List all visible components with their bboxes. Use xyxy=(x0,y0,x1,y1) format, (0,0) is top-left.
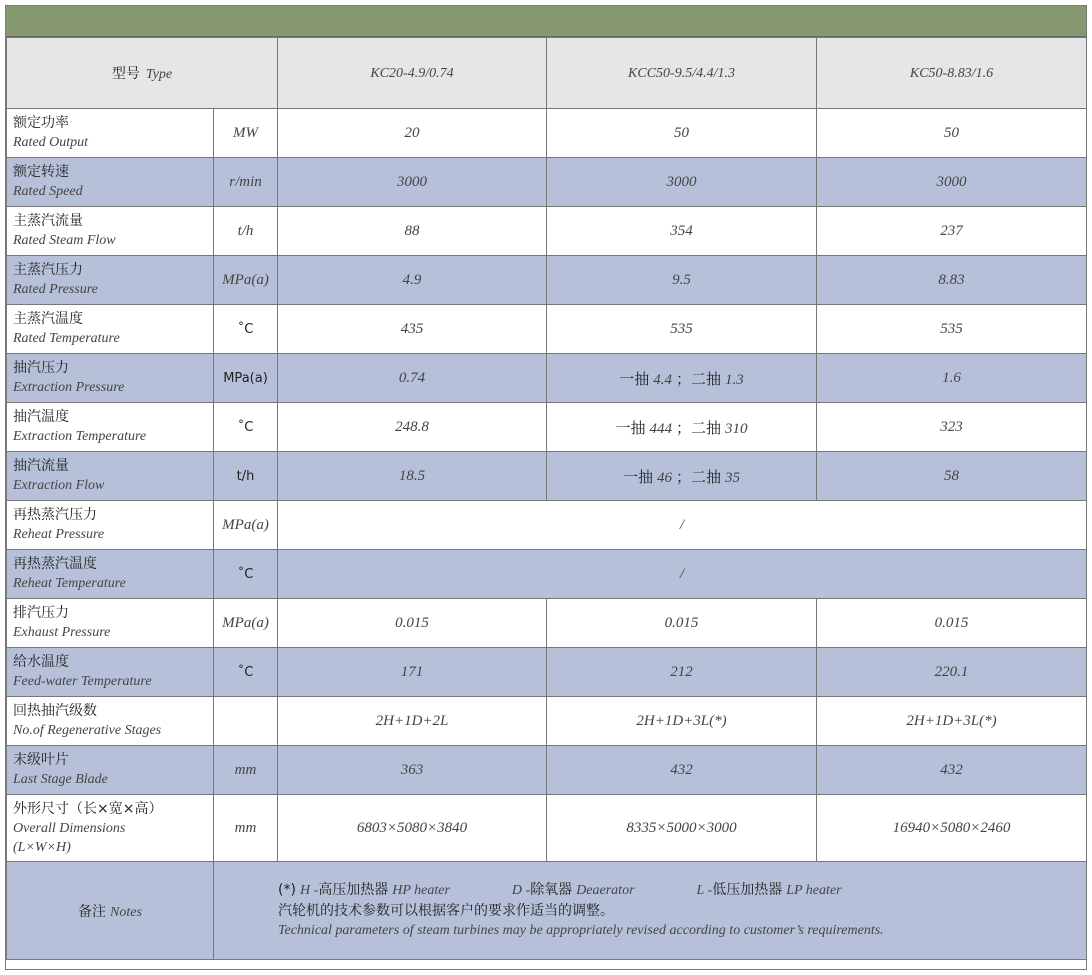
value-cell xyxy=(817,354,1087,403)
notes-h-zh: 高压加热器 xyxy=(318,882,389,898)
value: 535 xyxy=(940,321,963,337)
value-cell xyxy=(547,158,817,207)
model-name: KC20-4.9/0.74 xyxy=(370,66,454,81)
param-en: Overall Dimensions xyxy=(13,820,126,836)
unit-cell xyxy=(214,599,278,648)
value-cell xyxy=(278,795,547,862)
notes-d-code: D - xyxy=(511,883,531,898)
param-zh: 末级叶片 xyxy=(13,752,69,768)
value: 2H+1D+3L(*) xyxy=(906,713,997,729)
value-cell xyxy=(817,795,1087,862)
param-zh: 再热蒸汽压力 xyxy=(13,507,97,523)
row-last-stage-blade xyxy=(7,746,1087,795)
value: 535 xyxy=(670,321,693,337)
param-cell xyxy=(7,207,214,256)
unit: MPa(a) xyxy=(223,371,268,386)
unit-cell xyxy=(214,158,278,207)
unit: MPa(a) xyxy=(222,517,269,533)
value-cell xyxy=(547,697,817,746)
value-cell xyxy=(278,256,547,305)
value: 363 xyxy=(400,762,424,778)
notes-l-code: L - xyxy=(696,883,713,898)
param-en: Rated Pressure xyxy=(13,282,98,297)
param-zh: 抽汽压力 xyxy=(13,360,69,376)
value-cell xyxy=(278,697,547,746)
param-cell xyxy=(7,109,214,158)
unit-cell xyxy=(214,795,278,862)
notes-label-zh: 备注 xyxy=(78,903,107,920)
param-cell xyxy=(7,158,214,207)
unit: r/min xyxy=(229,174,262,190)
value: 237 xyxy=(940,223,963,239)
notes-body xyxy=(214,862,1087,960)
param-en: Extraction Flow xyxy=(13,478,105,493)
unit: t/h xyxy=(237,223,254,239)
value: 3000 xyxy=(666,174,697,190)
value-cell xyxy=(547,403,817,452)
value-cell xyxy=(278,452,547,501)
value-cell xyxy=(547,648,817,697)
value: 432 xyxy=(940,762,963,778)
param-cell xyxy=(7,550,214,599)
param-cell xyxy=(7,354,214,403)
value: 0.74 xyxy=(398,370,426,386)
value-cell xyxy=(817,697,1087,746)
row-reheat-temperature xyxy=(7,550,1087,599)
value-cell xyxy=(817,452,1087,501)
notes-l-zh: 低压加热器 xyxy=(712,882,783,898)
value: 354 xyxy=(670,223,693,239)
value: 212 xyxy=(670,664,693,680)
value-cell xyxy=(817,746,1087,795)
value: 50 xyxy=(674,125,689,141)
param-en-dims: (L×W×H) xyxy=(13,839,71,855)
notes-label-cell xyxy=(7,862,214,960)
value: 1.3 xyxy=(725,371,744,388)
param-zh: 再热蒸汽温度 xyxy=(13,556,97,572)
value: 16940×5080×2460 xyxy=(892,820,1011,836)
row-rated-pressure xyxy=(7,256,1087,305)
param-zh: 额定功率 xyxy=(13,115,69,131)
param-zh: 额定转速 xyxy=(13,164,69,180)
notes-star: (*) xyxy=(278,882,296,898)
param-zh: 外形尺寸（长×宽×高） xyxy=(13,800,163,817)
notes-d-en: Deaerator xyxy=(576,883,635,898)
param-en: Rated Speed xyxy=(13,184,83,199)
model-name: KCC50-9.5/4.4/1.3 xyxy=(628,66,735,81)
value-cell xyxy=(817,599,1087,648)
param-en: Rated Temperature xyxy=(13,331,120,346)
param-en: Reheat Pressure xyxy=(13,527,105,542)
unit-cell xyxy=(214,697,278,746)
param-zh: 主蒸汽压力 xyxy=(13,262,83,278)
param-en: Reheat Temperature xyxy=(13,576,126,591)
unit-cell xyxy=(214,109,278,158)
unit-cell xyxy=(214,648,278,697)
notes-line-zh: 汽轮机的技术参数可以根据客户的要求作适当的调整。 xyxy=(278,903,614,919)
value-cell xyxy=(278,403,547,452)
param-cell xyxy=(7,648,214,697)
notes-row xyxy=(7,862,1087,960)
type-label-zh: 型号 xyxy=(111,66,140,82)
unit: mm xyxy=(234,762,257,778)
notes-h-en: HP heater xyxy=(392,883,450,898)
param-en: Extraction Temperature xyxy=(13,429,147,444)
header-row xyxy=(7,38,1087,109)
row-rated-temperature xyxy=(7,305,1087,354)
model-name: KC50-8.83/1.6 xyxy=(909,66,994,81)
unit-cell xyxy=(214,746,278,795)
type-header-cell xyxy=(7,38,278,109)
param-cell xyxy=(7,746,214,795)
title-bar xyxy=(6,6,1086,37)
row-regenerative-stages xyxy=(7,697,1087,746)
value: 0.015 xyxy=(395,615,429,631)
value-cell xyxy=(817,158,1087,207)
param-en: Last Stage Blade xyxy=(13,772,108,787)
param-zh: 抽汽温度 xyxy=(13,409,69,425)
value-cell xyxy=(547,795,817,862)
value: 432 xyxy=(670,762,693,778)
unit-cell xyxy=(214,550,278,599)
unit: ˚C xyxy=(237,567,254,582)
value: 310 xyxy=(725,420,748,437)
unit-cell xyxy=(214,256,278,305)
value: 2H+1D+3L(*) xyxy=(636,713,727,729)
value: 0.015 xyxy=(934,615,969,631)
stage-1-label: 一抽 xyxy=(622,467,653,486)
value: 8.83 xyxy=(938,272,965,288)
unit: ˚C xyxy=(237,665,254,680)
unit-cell xyxy=(214,305,278,354)
param-zh: 主蒸汽流量 xyxy=(13,213,83,229)
param-en: No.of Regenerative Stages xyxy=(13,723,162,738)
row-rated-output xyxy=(7,109,1087,158)
value: 444 xyxy=(649,420,672,437)
model-header-1 xyxy=(278,38,547,109)
param-cell xyxy=(7,452,214,501)
value: 220.1 xyxy=(934,664,969,680)
value-cell xyxy=(817,256,1087,305)
notes-label-en: Notes xyxy=(110,904,142,920)
spec-sheet xyxy=(5,5,1087,970)
param-cell xyxy=(7,501,214,550)
value: 50 xyxy=(944,125,959,141)
value-cell xyxy=(278,207,547,256)
param-cell xyxy=(7,403,214,452)
type-label-en: Type xyxy=(145,67,173,82)
value-cell xyxy=(278,158,547,207)
value: 1.6 xyxy=(942,370,961,386)
value-cell xyxy=(817,648,1087,697)
value: 435 xyxy=(400,321,424,337)
unit: ˚C xyxy=(237,322,254,337)
value: 4.9 xyxy=(402,272,422,288)
unit-cell xyxy=(214,207,278,256)
param-en: Rated Steam Flow xyxy=(13,233,116,248)
unit: MPa(a) xyxy=(222,615,269,631)
value-cell xyxy=(547,599,817,648)
param-zh: 抽汽流量 xyxy=(13,458,69,474)
value: 0.015 xyxy=(664,615,699,631)
notes-l-en: LP heater xyxy=(786,883,842,898)
param-en: Feed-water Temperature xyxy=(13,674,152,689)
value-cell xyxy=(278,648,547,697)
value: 171 xyxy=(400,664,424,680)
value-cell xyxy=(547,109,817,158)
unit-cell xyxy=(214,501,278,550)
param-zh: 给水温度 xyxy=(13,654,69,670)
row-extraction-flow xyxy=(7,452,1087,501)
param-en: Extraction Pressure xyxy=(13,380,125,395)
param-cell xyxy=(7,599,214,648)
param-en: Rated Output xyxy=(13,135,89,150)
unit: MW xyxy=(233,125,258,141)
value-cell xyxy=(817,305,1087,354)
value: 88 xyxy=(404,223,420,239)
row-reheat-pressure xyxy=(7,501,1087,550)
value-cell xyxy=(547,305,817,354)
value: 248.8 xyxy=(395,419,429,435)
value: 35 xyxy=(725,469,741,486)
value: / xyxy=(679,517,685,533)
stage-2-label: ；二抽 xyxy=(676,467,722,486)
value: 323 xyxy=(940,419,963,435)
value: 46 xyxy=(657,469,672,486)
value: 58 xyxy=(944,468,959,484)
row-extraction-temperature xyxy=(7,403,1087,452)
value-cell xyxy=(547,746,817,795)
row-extraction-pressure xyxy=(7,354,1087,403)
value: 2H+1D+2L xyxy=(375,713,449,729)
value-cell xyxy=(278,109,547,158)
value: 8335×5000×3000 xyxy=(626,820,737,836)
value-cell xyxy=(547,256,817,305)
stage-2-label: ；二抽 xyxy=(676,369,722,388)
notes-d-zh: 除氧器 xyxy=(530,882,573,898)
param-zh: 主蒸汽温度 xyxy=(13,311,83,327)
value: 9.5 xyxy=(672,272,691,288)
value: 6803×5080×3840 xyxy=(356,820,468,836)
spec-table xyxy=(6,37,1087,960)
model-header-3 xyxy=(817,38,1087,109)
value-cell xyxy=(817,403,1087,452)
value-cell xyxy=(278,599,547,648)
param-cell xyxy=(7,305,214,354)
row-rated-steam-flow xyxy=(7,207,1087,256)
notes-line-en: Technical parameters of steam turbines may be appropriately revised according to customer’s requirements. xyxy=(278,923,884,938)
merged-value-cell xyxy=(278,550,1087,599)
value-cell xyxy=(547,452,817,501)
value: 3000 xyxy=(397,174,427,190)
param-cell xyxy=(7,795,214,862)
row-overall-dimensions xyxy=(7,795,1087,862)
row-exhaust-pressure xyxy=(7,599,1087,648)
value-cell xyxy=(547,207,817,256)
notes-legend-line xyxy=(278,880,1086,901)
unit: mm xyxy=(234,820,257,836)
value: 3000 xyxy=(936,174,967,190)
stage-2-label: ；二抽 xyxy=(676,418,722,437)
value: 18.5 xyxy=(398,468,426,484)
value-cell xyxy=(817,109,1087,158)
row-feed-water-temperature xyxy=(7,648,1087,697)
stage-1-label: 一抽 xyxy=(615,418,646,437)
notes-h-code: H - xyxy=(299,883,319,898)
value: 20 xyxy=(404,125,420,141)
param-en: Exhaust Pressure xyxy=(13,625,111,640)
param-cell xyxy=(7,256,214,305)
param-zh: 回热抽汽级数 xyxy=(13,703,97,719)
value-cell xyxy=(278,354,547,403)
value-cell xyxy=(278,746,547,795)
unit-cell xyxy=(214,403,278,452)
value: 4.4 xyxy=(653,371,672,388)
value: / xyxy=(679,566,685,582)
model-header-2 xyxy=(547,38,817,109)
value-cell xyxy=(278,305,547,354)
value-cell xyxy=(817,207,1087,256)
unit-cell xyxy=(214,452,278,501)
row-rated-speed xyxy=(7,158,1087,207)
unit: MPa(a) xyxy=(222,272,269,288)
param-zh: 排汽压力 xyxy=(13,605,69,621)
unit: ˚C xyxy=(237,420,254,435)
param-cell xyxy=(7,697,214,746)
unit-cell xyxy=(214,354,278,403)
merged-value-cell xyxy=(278,501,1087,550)
unit: t/h xyxy=(236,469,255,484)
stage-1-label: 一抽 xyxy=(619,369,650,388)
value-cell xyxy=(547,354,817,403)
